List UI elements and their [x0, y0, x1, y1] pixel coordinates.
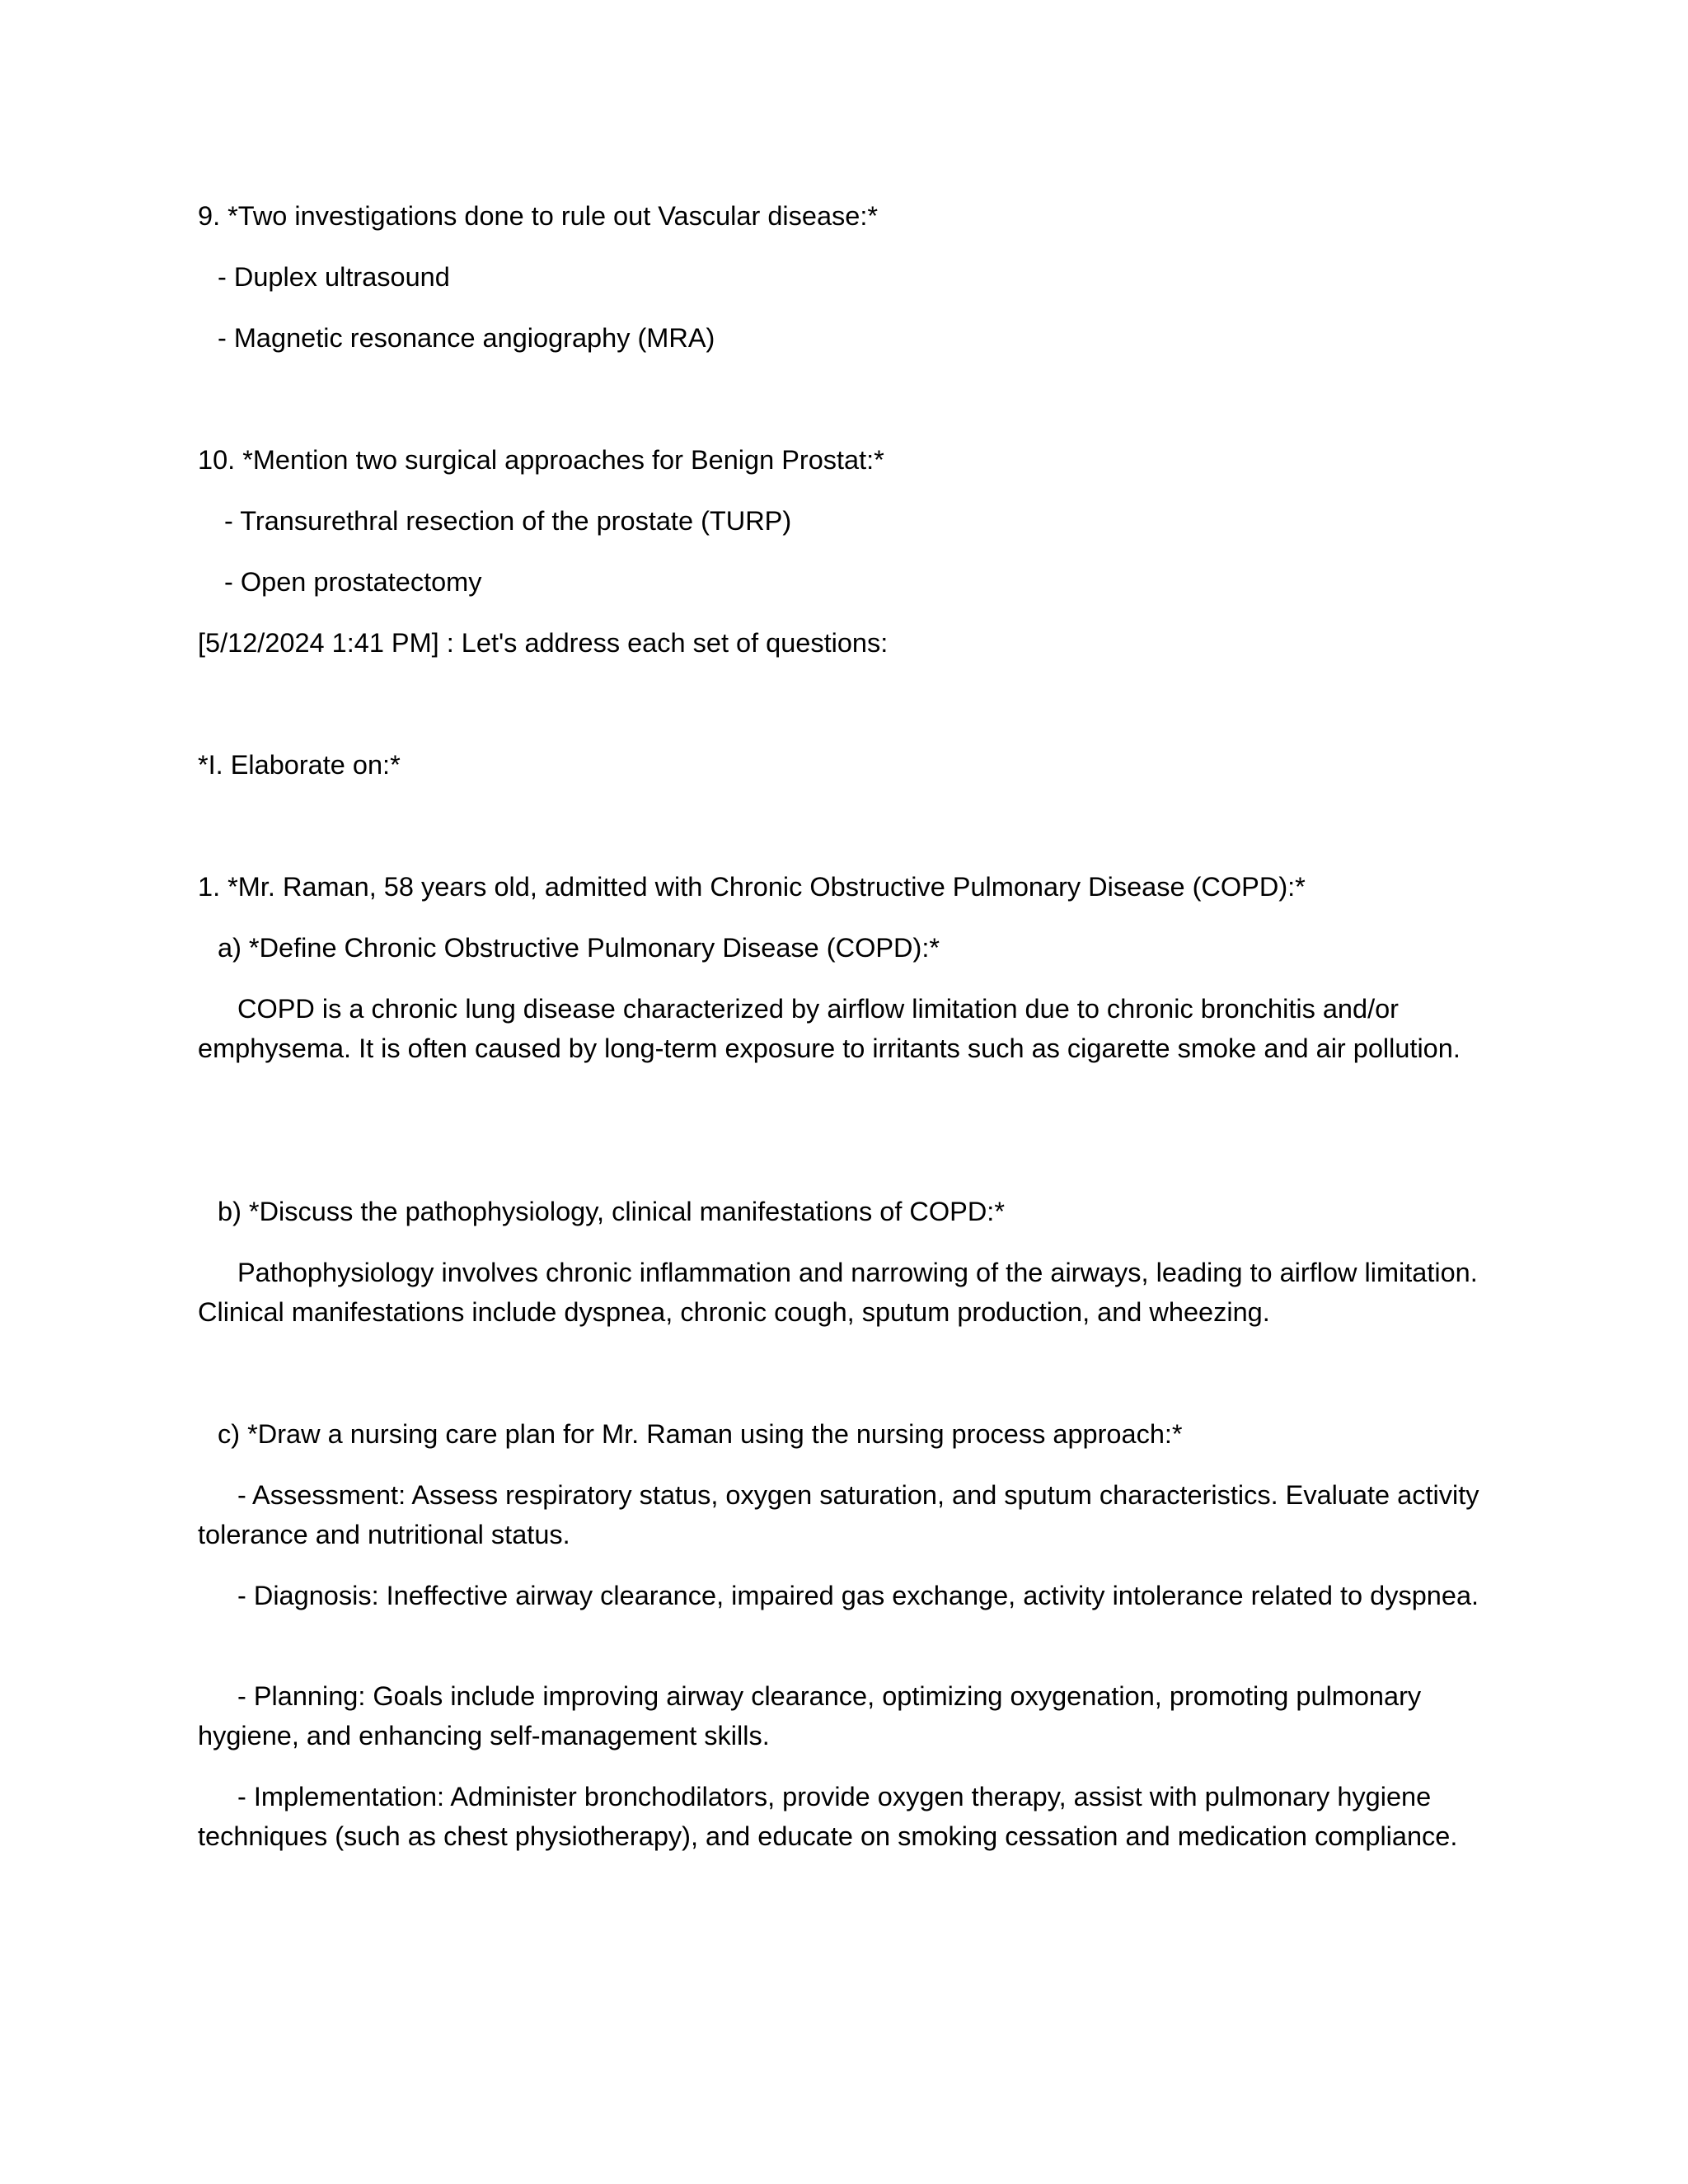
- q1c-diagnosis: - Diagnosis: Ineffective airway clearance, impaired gas exchange, activity intolerance related to dyspnea.: [237, 1581, 1479, 1610]
- section-heading: *I. Elaborate on:*: [198, 750, 401, 780]
- q9-item-2: - Magnetic resonance angiography (MRA): [218, 323, 715, 353]
- q1c-implementation: - Implementation: Administer bronchodilators, provide oxygen therapy, assist with pulmonary hygiene techniques (such as chest physiotherapy), and educate on smoking cessation and medication compliance.: [198, 1782, 1458, 1851]
- q1c-assessment: - Assessment: Assess respiratory status, oxygen saturation, and sputum characteristics. Evaluate activity tolerance and nutritional status.: [198, 1480, 1479, 1549]
- q10-item-2: - Open prostatectomy: [224, 567, 482, 597]
- q1a-text: COPD is a chronic lung disease characterized by airflow limitation due to chronic bronchitis and/or emphysema. It is often caused by long-term exposure to irritants such as cigarette smoke and air pollution.: [198, 994, 1461, 1063]
- q1a-label: a) *Define Chronic Obstructive Pulmonary Disease (COPD):*: [218, 933, 940, 963]
- q10-item-1: - Transurethral resection of the prostate (TURP): [224, 506, 792, 536]
- q1b-label: b) *Discuss the pathophysiology, clinical manifestations of COPD:*: [218, 1197, 1005, 1226]
- q9-heading: 9. *Two investigations done to rule out Vascular disease:*: [198, 201, 879, 231]
- timestamp-line: [5/12/2024 1:41 PM] : Let's address each set of questions:: [198, 628, 889, 658]
- q1c-planning: - Planning: Goals include improving airway clearance, optimizing oxygenation, promoting pulmonary hygiene, and enhancing self-management skills.: [198, 1681, 1422, 1750]
- q1-heading: 1. *Mr. Raman, 58 years old, admitted with Chronic Obstructive Pulmonary Disease (COPD):*: [198, 872, 1306, 902]
- q9-item-1: - Duplex ultrasound: [218, 262, 450, 292]
- q1b-text: Pathophysiology involves chronic inflammation and narrowing of the airways, leading to airflow limitation. Clinical manifestations include dyspnea, chronic cough, sputum production, and wheezing.: [198, 1258, 1478, 1327]
- q10-heading: 10. *Mention two surgical approaches for Benign Prostat:*: [198, 445, 884, 475]
- q1c-label: c) *Draw a nursing care plan for Mr. Raman using the nursing process approach:*: [218, 1419, 1183, 1449]
